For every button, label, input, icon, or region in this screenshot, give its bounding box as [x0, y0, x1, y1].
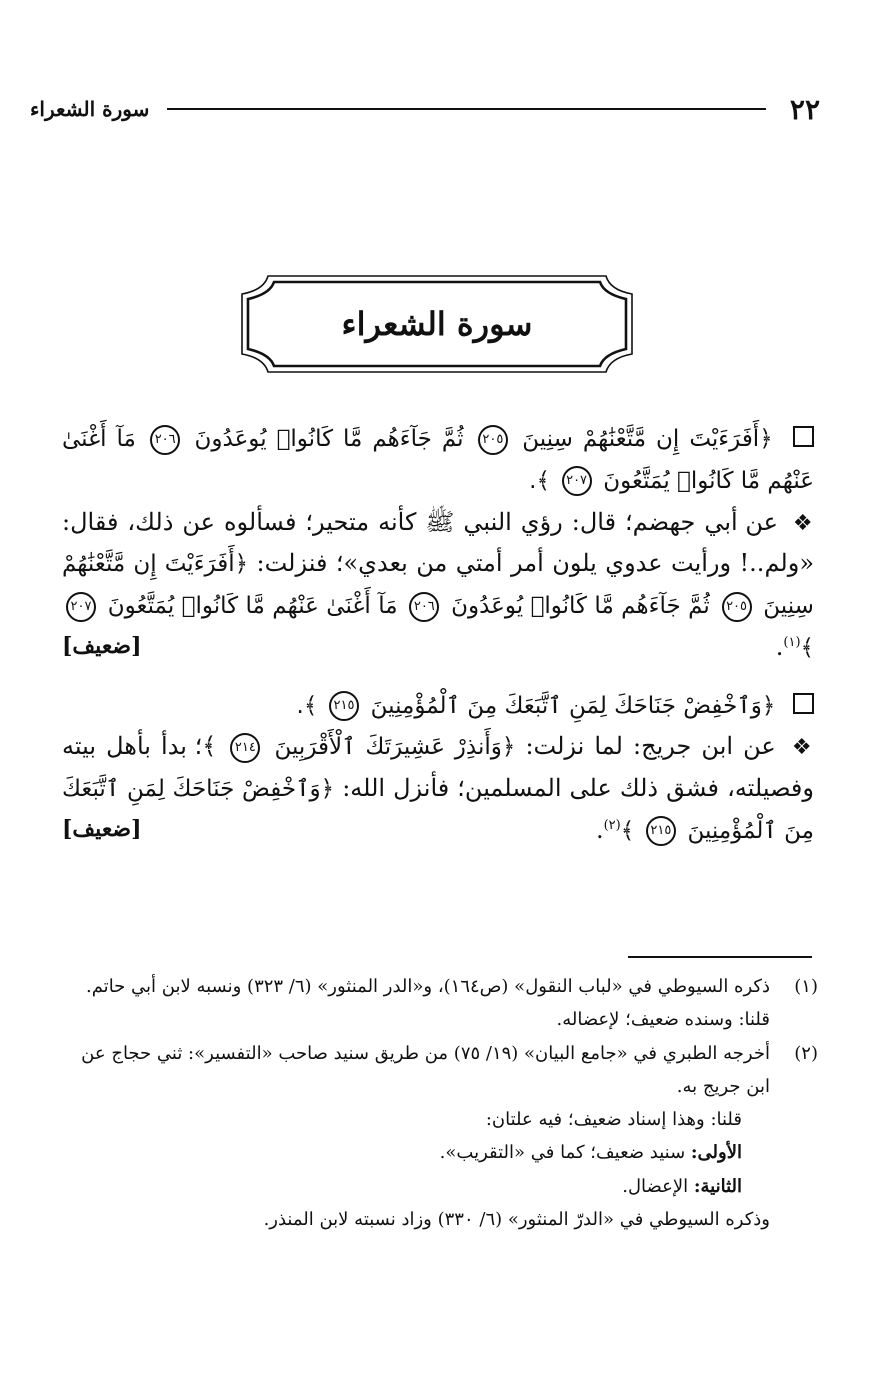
footnote-line: وذكره السيوطي في «الدرّ المنثور» (٦/ ٣٣٠) وزاد نسبته لابن المنذر.: [263, 1209, 770, 1231]
verse-text: ﴿أَفَرَءَيْتَ إِن مَّتَّعْنَٰهُمْ سِنِينَ: [522, 426, 773, 452]
footnote-number: (١): [794, 976, 818, 997]
footnote-ref[interactable]: (٢): [603, 817, 621, 833]
main-content: [62, 418, 814, 852]
ayah-number: ٢١٤: [230, 733, 260, 763]
diamond-bullet-icon: ❖: [792, 510, 814, 536]
ayah-number: ٢٠٦: [150, 425, 180, 455]
verse-block-1: [62, 418, 814, 502]
ayah-number: ٢٠٥: [722, 592, 752, 622]
footnote-text: سنيد ضعيف؛ كما في «التقريب».: [439, 1142, 686, 1164]
ayah-number: ٢١٥: [646, 816, 676, 846]
grade-label: [ضعيف]: [62, 632, 142, 659]
footnote-2: [56, 1037, 818, 1237]
ayah-number: ٢١٥: [329, 691, 359, 721]
narration-text: عن أبي جهضم؛ قال: رؤي النبي ﷺ كأنه متحير؛ فسألوه عن ذلك، فقال: «ولم..! ورأيت عدوي يلون أمر أمتي من بعدي»؛ فنزلت:: [62, 507, 814, 578]
square-bullet-icon: [793, 426, 814, 447]
diamond-bullet-icon: ❖: [791, 735, 814, 761]
verse-block-2: [62, 685, 814, 727]
header-rule: [167, 108, 766, 110]
verse-close: ﴾: [620, 817, 635, 844]
verse-text: ثُمَّ جَآءَهُم مَّا كَانُوا۟ يُوعَدُونَ: [451, 593, 710, 619]
ayah-number: ٢٠٧: [66, 592, 96, 622]
page-number: ٢٢: [789, 92, 820, 126]
footnote-ref[interactable]: (١): [783, 634, 801, 650]
footnote-line: أخرجه الطبري في «جامع البيان» (١٩/ ٧٥) من طريق سنيد صاحب «التفسير»: ثني حجاج عن ابن جريج به.: [81, 1042, 770, 1097]
verse-close: ﴾.: [296, 692, 318, 719]
footnote-1: [56, 970, 818, 1037]
footnotes: [56, 970, 818, 1236]
ayah-number: ٢٠٥: [478, 425, 508, 455]
footnote-label: الثانية:: [693, 1175, 742, 1197]
verse-text: ﴿أَفَرَءَيْتَ إِن مَّتَّعْنَٰهُمْ سِنِينَ: [62, 551, 814, 619]
verse-close: ﴾: [800, 634, 814, 661]
ayah-number: ٢٠٦: [409, 592, 439, 622]
footnote-line: قلنا: وهذا إسناد ضعيف؛ فيه علتان:: [485, 1109, 742, 1131]
square-bullet-icon: [793, 693, 814, 714]
verse-text: ﴿وَٱخْفِضْ جَنَاحَكَ لِمَنِ ٱتَّبَعَكَ مِنَ ٱلْمُؤْمِنِينَ: [370, 692, 776, 719]
verse-text: ثُمَّ جَآءَهُم مَّا كَانُوا۟ يُوعَدُونَ: [194, 426, 464, 452]
period: .: [595, 815, 604, 844]
narration-text: عن ابن جريج: لما نزلت:: [525, 732, 776, 761]
surah-title: سورة الشعراء: [341, 305, 533, 343]
footnote-label: الأولى:: [690, 1142, 742, 1164]
running-header: [30, 92, 820, 126]
footnote-text: الإعضال.: [622, 1175, 689, 1197]
verse-text: ﴿وَأَنذِرْ عَشِيرَتَكَ ٱلْأَقْرَبِينَ: [274, 734, 516, 761]
period: .: [775, 632, 784, 661]
verse-text: مَآ أَغْنَىٰ عَنْهُم مَّا كَانُوا۟ يُمَتَّعُونَ: [62, 426, 814, 494]
ayah-number: ٢٠٧: [562, 466, 592, 496]
running-title: سورة الشعراء: [30, 97, 150, 121]
footnote-line: قلنا: وسنده ضعيف؛ لإعضاله.: [556, 1009, 770, 1031]
narration-block-1: [62, 502, 814, 669]
narration-block-2: [62, 726, 814, 851]
verse-text: ﴿وَٱخْفِضْ جَنَاحَكَ لِمَنِ ٱتَّبَعَكَ مِنَ ٱلْمُؤْمِنِينَ: [62, 776, 814, 844]
narration-text: ﴾؛ بدأ بأهل بيته وفصيلته، فشق ذلك على المسلمين؛ فأنزل الله:: [62, 732, 814, 802]
surah-title-frame: [238, 272, 636, 376]
footnote-line: [56, 1170, 770, 1203]
footnote-number: (٢): [794, 1042, 818, 1064]
footnote-line: [56, 1136, 770, 1169]
grade-label: [ضعيف]: [62, 815, 142, 842]
verse-text: مَآ أَغْنَىٰ عَنْهُم مَّا كَانُوا۟ يُمَتَّعُونَ: [107, 593, 398, 619]
verse-close: ﴾.: [529, 467, 550, 494]
footnote-separator: [628, 956, 812, 958]
footnote-line: ذكره السيوطي في «لباب النقول» (ص١٦٤)، و«الدر المنثور» (٦/ ٣٢٣) ونسبه لابن أبي حاتم.: [85, 976, 770, 997]
